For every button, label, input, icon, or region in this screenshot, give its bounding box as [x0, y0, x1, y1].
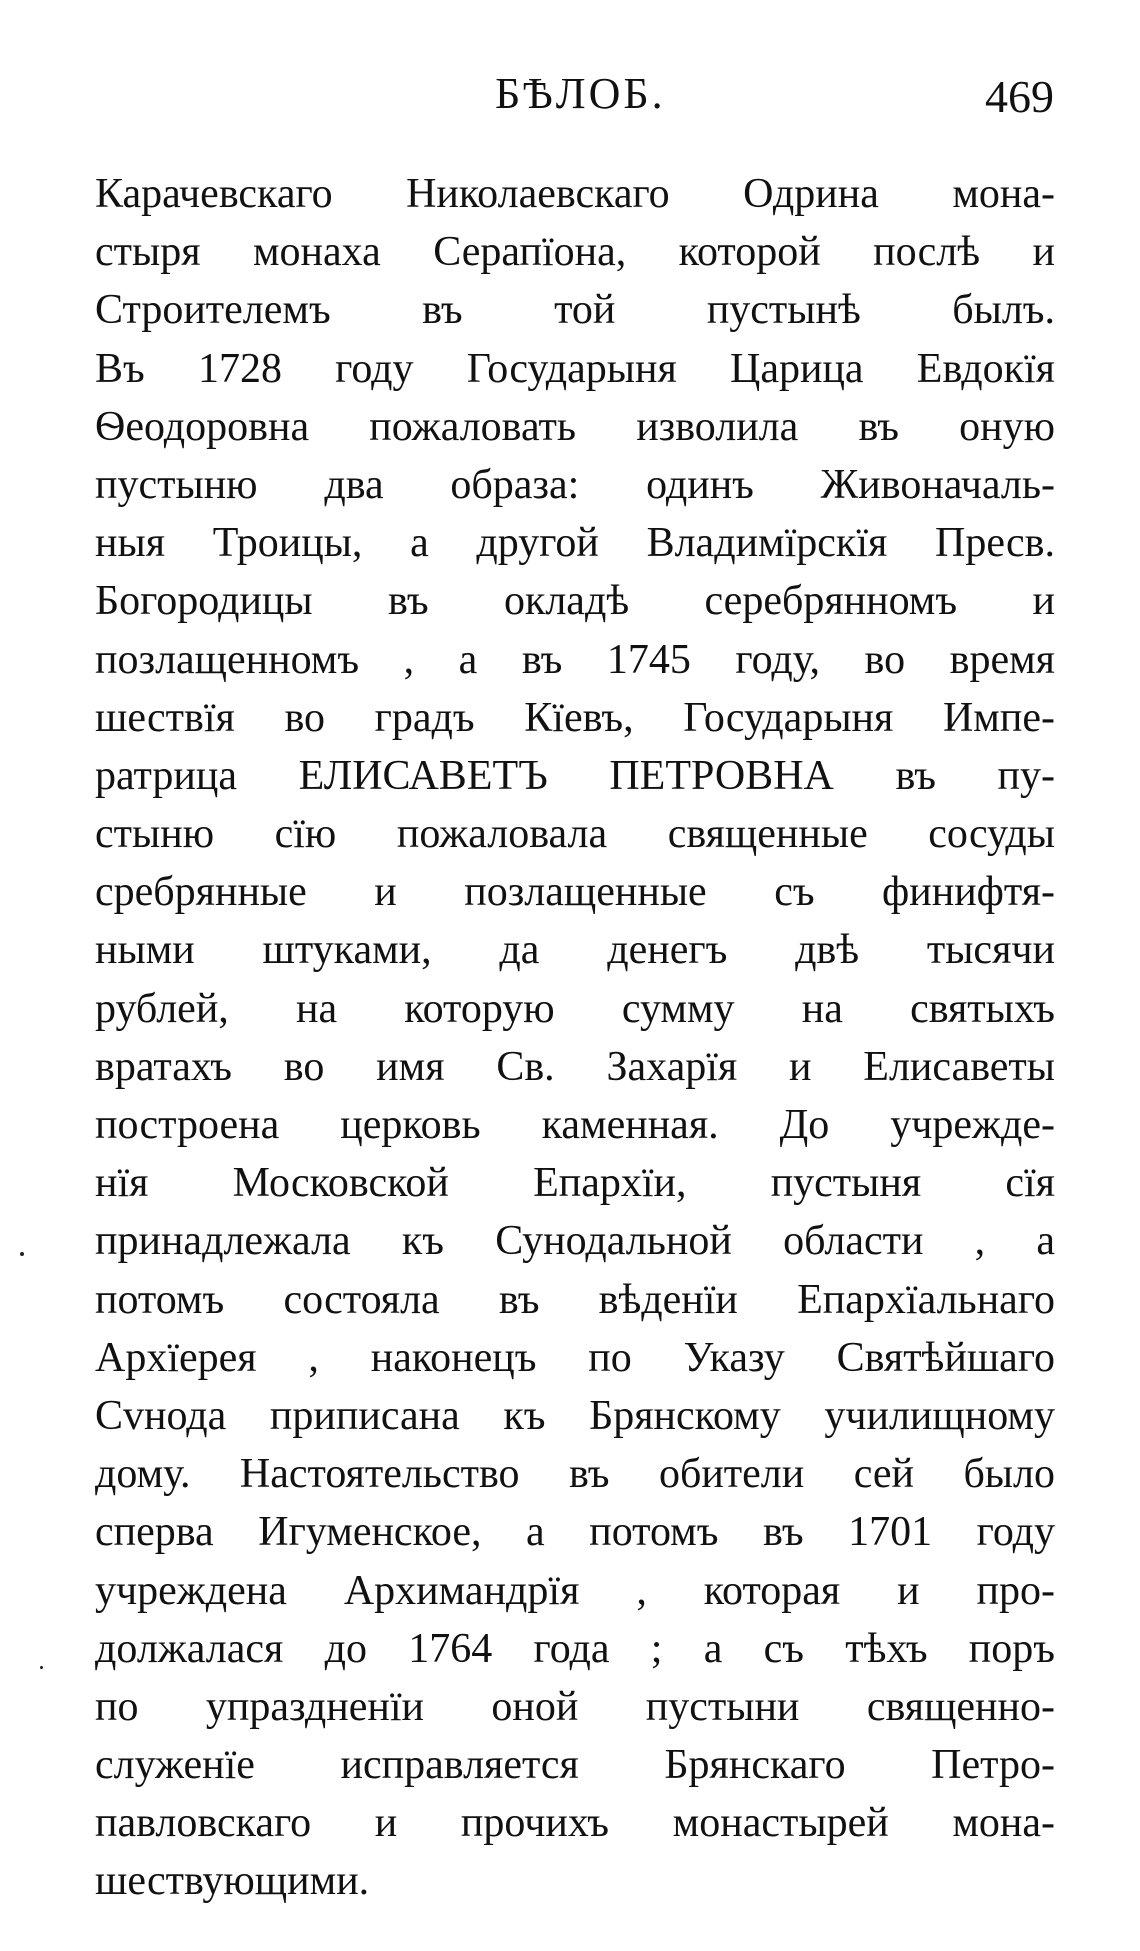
text-line: пустыню два образа: одинъ Живоначаль- — [95, 461, 1055, 508]
ink-speck — [20, 1252, 24, 1256]
text-line: Строителемъ въ той пустынѣ былъ. — [95, 287, 1055, 334]
running-head: БѢЛОБ. — [495, 69, 666, 118]
text-line: Богородицы въ окладѣ серебрянномъ и — [95, 578, 1055, 625]
text-line: нїя Московской Епархїи, пустыня сїя — [95, 1160, 1055, 1207]
text-line: по упраздненїи оной пустыни священно- — [95, 1683, 1055, 1730]
text-line: Архїерея , наконецъ по Указу Святѣйшаго — [95, 1334, 1055, 1381]
page-number: 469 — [985, 71, 1054, 122]
text-line: стыню сїю пожаловала священные сосуды — [95, 811, 1055, 858]
text-line: потомъ состояла въ вѣденїи Епархїальнаго — [95, 1276, 1055, 1323]
body-text — [95, 165, 1055, 1911]
text-line: сребрянные и позлащенные съ финифтя- — [95, 869, 1055, 916]
text-line: вратахъ во имя Св. Захарїя и Елисаветы — [95, 1043, 1055, 1090]
text-line: стыря монаха Серапїона, которой послѣ и — [95, 229, 1055, 276]
text-line: Въ 1728 году Государыня Царица Евдокїя — [95, 345, 1055, 392]
text-line: позлащенномъ , а въ 1745 году, во время — [95, 636, 1055, 683]
text-line: ными штуками, да денегъ двѣ тысячи — [95, 927, 1055, 974]
text-line: должалася до 1764 года ; а съ тѣхъ поръ — [95, 1625, 1055, 1672]
text-line: дому. Настоятельство въ обители сей было — [95, 1451, 1055, 1498]
text-line: Ѳеодоровна пожаловать изволила въ оную — [95, 403, 1055, 450]
text-line-last: шествующими. — [95, 1858, 370, 1905]
text-line: построена церковь каменная. До учрежде- — [95, 1102, 1055, 1148]
text-line: Сvнода приписана къ Брянскому училищному — [95, 1392, 1055, 1439]
text-line: принадлежала къ Сунодальной области , а — [95, 1218, 1055, 1265]
text-line: рублей, на которую сумму на святыхъ — [95, 985, 1055, 1032]
text-line: учреждена Архимандрїя , которая и про- — [95, 1567, 1055, 1614]
text-line: шествїя во градъ Кїевъ, Государыня Импе- — [95, 694, 1055, 741]
text-line: сперва Игуменское, а потомъ въ 1701 году — [95, 1509, 1055, 1556]
text-line: ратрица ЕЛИСАВЕТЪ ПЕТРОВНА въ пу- — [95, 752, 1055, 799]
ink-speck — [40, 1666, 43, 1669]
text-line: служенїе исправляется Брянскаго Петро- — [95, 1742, 1055, 1789]
text-line: ныя Троицы, а другой Владимїрскїя Пресв. — [95, 520, 1055, 567]
text-line: павловскаго и прочихъ монастырей мона- — [95, 1800, 1055, 1847]
text-line: Карачевскаго Николаевскаго Одрина мона- — [95, 171, 1055, 217]
